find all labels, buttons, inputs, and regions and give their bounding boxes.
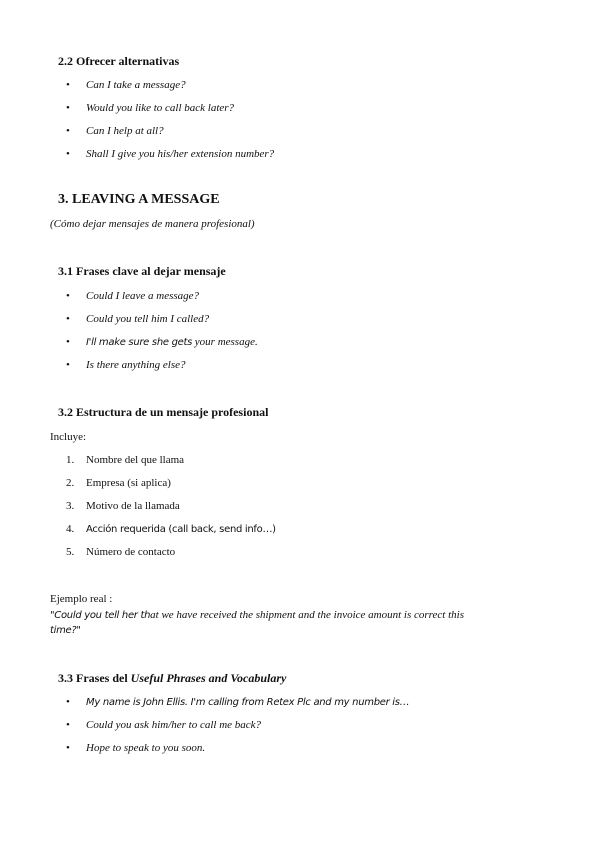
- bullet-icon: •: [66, 336, 70, 348]
- example-line-1-end: at we have received the shipment and the invoice amount is correct this: [150, 609, 464, 621]
- list-item: [66, 79, 186, 91]
- bullet-icon: •: [66, 102, 70, 114]
- numbered-item: [66, 523, 276, 535]
- list-item: [66, 742, 205, 754]
- heading-2-2: 2.2 Ofrecer alternativas: [58, 54, 180, 68]
- heading-3-1: 3.1 Frases clave al dejar mensaje: [58, 264, 226, 278]
- heading-3: 3. LEAVING A MESSAGE: [58, 192, 220, 207]
- list-item-text: Is there anything else?: [86, 359, 186, 371]
- list-item: [66, 359, 185, 371]
- list-item-text: Shall I give you his/her extension number?: [86, 148, 275, 160]
- numbered-item: [66, 477, 171, 489]
- list-item-text: Could I leave a message?: [86, 290, 200, 302]
- item-number: 1.: [66, 454, 75, 466]
- heading-3-2: 3.2 Estructura de un mensaje profesional: [58, 405, 269, 419]
- list-item: [66, 696, 409, 708]
- list-item: [66, 290, 199, 302]
- example-line-1: [50, 609, 464, 621]
- list-item-text: Hope to speak to you soon.: [86, 742, 206, 754]
- bullet-icon: •: [66, 290, 70, 302]
- list-item: [66, 336, 258, 348]
- list-item: [66, 125, 164, 137]
- example-line-1-start: "Could you tell her th: [50, 610, 151, 621]
- item-text: Nombre del que llama: [86, 454, 185, 466]
- example-label: Ejemplo real :: [50, 593, 113, 605]
- item-number: 2.: [66, 477, 75, 489]
- list-item-text: your message.: [194, 336, 258, 348]
- item-number: 3.: [66, 500, 75, 512]
- item-text: Número de contacto: [86, 546, 176, 558]
- heading-3-3: [58, 671, 286, 686]
- numbered-item: [66, 454, 184, 466]
- item-text: Motivo de la llamada: [86, 500, 180, 512]
- section-subtitle: (Cómo dejar mensajes de manera profesional): [50, 218, 255, 230]
- list-item: [66, 148, 274, 160]
- intro-text: Incluye:: [50, 431, 87, 443]
- list-item: [66, 102, 234, 114]
- item-number: 5.: [66, 546, 75, 558]
- list-item-text: Could you tell him I called?: [86, 313, 210, 325]
- bullet-icon: •: [66, 359, 70, 371]
- list-item-text: Could you ask him/her to call me back?: [86, 719, 262, 731]
- heading-3-3-prefix: 3.3 Frases del: [58, 671, 131, 685]
- item-text: Acción requerida (call back, send info…): [86, 524, 276, 535]
- item-text: Empresa (si aplica): [86, 477, 171, 489]
- bullet-icon: •: [66, 313, 70, 325]
- item-number: 4.: [66, 523, 75, 535]
- bullet-icon: •: [66, 742, 70, 754]
- list-item: [66, 313, 209, 325]
- numbered-item: [66, 546, 175, 558]
- list-item-text: Can I take a message?: [86, 79, 186, 91]
- list-item-text: Would you like to call back later?: [86, 102, 235, 114]
- list-item: [66, 719, 261, 731]
- bullet-icon: •: [66, 719, 70, 731]
- bullet-icon: •: [66, 148, 70, 160]
- list-item-text: My name is John Ellis. I'm calling from Retex Plc and my number is…: [86, 697, 410, 708]
- heading-3-3-italic: Useful Phrases and Vocabulary: [130, 671, 287, 685]
- bullet-icon: •: [66, 125, 70, 137]
- list-item-text: Can I help at all?: [86, 125, 164, 137]
- bullet-icon: •: [66, 79, 70, 91]
- bullet-icon: •: [66, 696, 70, 708]
- list-item-text: I'll make sure she gets: [86, 337, 193, 348]
- numbered-item: [66, 500, 180, 512]
- example-line-2: time?": [50, 625, 81, 636]
